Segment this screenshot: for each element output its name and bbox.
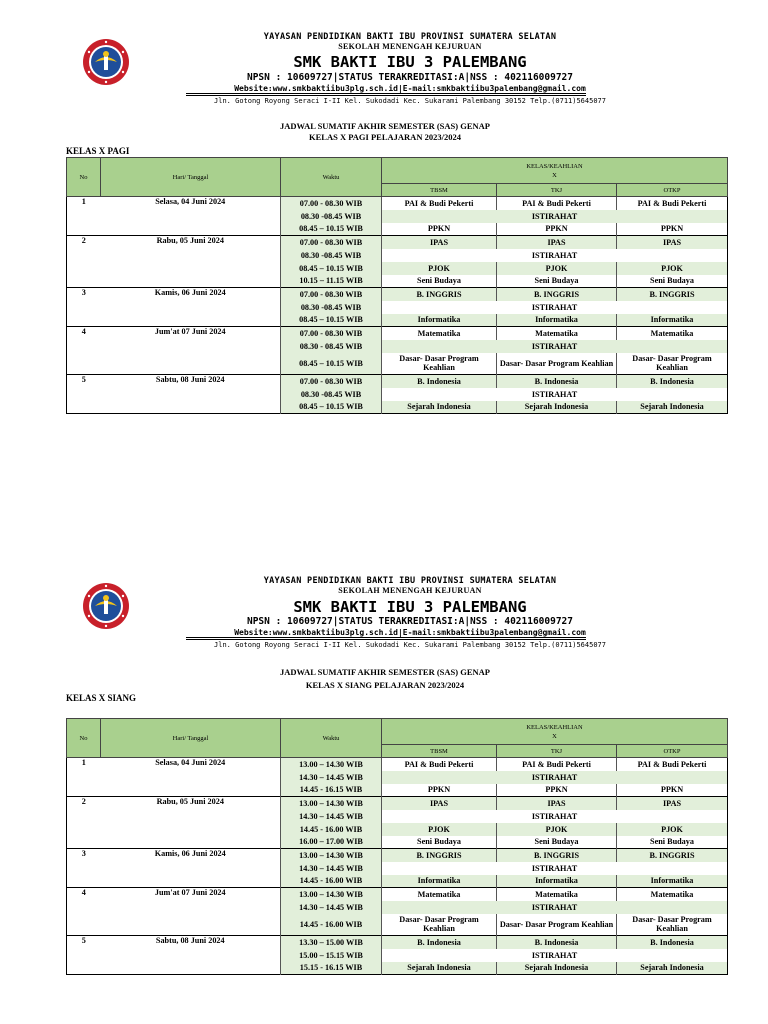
cell-tbsm: Dasar- Dasar Program Keahlian — [382, 914, 497, 936]
cell-time: 14.45 - 16.15 WIB — [281, 784, 382, 797]
cell-break: ISTIRAHAT — [382, 210, 728, 223]
cell-time: 14.45 - 16.00 WIB — [281, 875, 382, 888]
table-row — [67, 197, 728, 210]
school-crest-icon — [82, 582, 130, 630]
cell-tkj: PAI & Budi Pekerti — [497, 197, 617, 210]
cell-day — [101, 784, 281, 797]
cell-time: 08.45 – 10.15 WIB — [281, 353, 382, 375]
schedule-subtitle: KELAS X SIANG PELAJARAN 2023/2024 — [305, 680, 465, 690]
cell-tkj: IPAS — [497, 797, 617, 810]
cell-day — [101, 771, 281, 784]
schedule-table-pagi — [66, 157, 728, 414]
cell-day — [101, 810, 281, 823]
col-header-group-x: X — [552, 171, 557, 179]
cell-otkp: Matematika — [617, 888, 728, 901]
cell-day — [101, 275, 281, 288]
cell-tbsm: B. Indonesia — [382, 375, 497, 388]
cell-day — [101, 962, 281, 975]
table-row — [67, 262, 728, 275]
cell-no — [67, 862, 101, 875]
col-header-group — [382, 719, 728, 745]
divider — [186, 93, 586, 96]
col-header-tbsm: TBSM — [382, 184, 497, 197]
cell-day — [101, 223, 281, 236]
cell-time: 14.30 – 14.45 WIB — [281, 771, 382, 784]
cell-day: Selasa, 04 Juni 2024 — [101, 197, 281, 210]
cell-no — [67, 353, 101, 375]
cell-time: 13.00 – 14.30 WIB — [281, 758, 382, 771]
cell-tkj: Seni Budaya — [497, 836, 617, 849]
cell-tkj: Sejarah Indonesia — [497, 962, 617, 975]
cell-tbsm: PJOK — [382, 262, 497, 275]
col-header-time: Waktu — [281, 719, 382, 758]
col-header-group — [382, 158, 728, 184]
cell-day — [101, 875, 281, 888]
cell-no — [67, 901, 101, 914]
cell-otkp: PAI & Budi Pekerti — [617, 197, 728, 210]
cell-no: 1 — [67, 197, 101, 210]
cell-otkp: PPKN — [617, 784, 728, 797]
cell-day: Jum'at 07 Juni 2024 — [101, 888, 281, 901]
table-row — [67, 936, 728, 949]
cell-tbsm: Matematika — [382, 888, 497, 901]
cell-no: 2 — [67, 236, 101, 249]
cell-break: ISTIRAHAT — [382, 771, 728, 784]
cell-time: 07.00 - 08.30 WIB — [281, 197, 382, 210]
cell-day — [101, 914, 281, 936]
cell-no — [67, 340, 101, 353]
table-row — [67, 914, 728, 936]
cell-no: 1 — [67, 758, 101, 771]
address-line: Jln. Gotong Royong Seraci I-II Kel. Sukodadi Kec. Sukarami Palembang 30152 Telp.(0711)5645077 — [214, 97, 606, 105]
cell-day: Selasa, 04 Juni 2024 — [101, 758, 281, 771]
cell-tbsm: Seni Budaya — [382, 836, 497, 849]
cell-day: Sabtu, 08 Juni 2024 — [101, 375, 281, 388]
table-row — [67, 388, 728, 401]
cell-no — [67, 810, 101, 823]
table-row — [67, 275, 728, 288]
cell-time: 08.45 – 10.15 WIB — [281, 223, 382, 236]
cell-otkp: PAI & Budi Pekerti — [617, 758, 728, 771]
cell-tbsm: PPKN — [382, 784, 497, 797]
cell-tbsm: Matematika — [382, 327, 497, 340]
website-email-line: Website:www.smkbaktiibu3plg.sch.id|E-mail:smkbaktiibu3palembang@gmail.com — [234, 628, 586, 637]
cell-tkj: Informatika — [497, 875, 617, 888]
cell-no — [67, 836, 101, 849]
col-header-tkj: TKJ — [497, 745, 617, 758]
cell-time: 07.00 - 08.30 WIB — [281, 375, 382, 388]
cell-no: 2 — [67, 797, 101, 810]
cell-tbsm: Dasar- Dasar Program Keahlian — [382, 353, 497, 375]
cell-time: 07.00 - 08.30 WIB — [281, 327, 382, 340]
table-row — [67, 823, 728, 836]
cell-otkp: B. Indonesia — [617, 375, 728, 388]
cell-no — [67, 875, 101, 888]
table-row — [67, 375, 728, 388]
cell-otkp: Sejarah Indonesia — [617, 962, 728, 975]
foundation-name: YAYASAN PENDIDIKAN BAKTI IBU PROVINSI SUMATERA SELATAN — [263, 576, 557, 586]
table-row — [67, 771, 728, 784]
schedule-subtitle: KELAS X PAGI PELAJARAN 2023/2024 — [309, 132, 461, 142]
table-row — [67, 353, 728, 375]
cell-no — [67, 249, 101, 262]
cell-time: 14.30 – 14.45 WIB — [281, 810, 382, 823]
table-row — [67, 223, 728, 236]
cell-otkp: PPKN — [617, 223, 728, 236]
school-type: SEKOLAH MENENGAH KEJURUAN — [338, 586, 482, 595]
col-header-group-label: KELAS/KEAHLIAN — [526, 162, 583, 170]
cell-time: 13.00 – 14.30 WIB — [281, 888, 382, 901]
cell-no — [67, 401, 101, 414]
cell-tkj: PJOK — [497, 823, 617, 836]
cell-tbsm: IPAS — [382, 236, 497, 249]
school-crest-icon — [82, 38, 130, 86]
table-row — [67, 836, 728, 849]
cell-break: ISTIRAHAT — [382, 301, 728, 314]
website-email-line: Website:www.smkbaktiibu3plg.sch.id|E-mail:smkbaktiibu3palembang@gmail.com — [234, 84, 586, 93]
cell-time: 08.30 - 08.45 WIB — [281, 340, 382, 353]
cell-tkj: Informatika — [497, 314, 617, 327]
cell-otkp: B. INGGRIS — [617, 288, 728, 301]
cell-day: Kamis, 06 Juni 2024 — [101, 288, 281, 301]
col-header-otkp: OTKP — [617, 745, 728, 758]
cell-break: ISTIRAHAT — [382, 862, 728, 875]
table-row — [67, 901, 728, 914]
cell-no — [67, 784, 101, 797]
school-name: SMK BAKTI IBU 3 PALEMBANG — [293, 598, 527, 616]
table-row — [67, 797, 728, 810]
table-row — [67, 314, 728, 327]
cell-otkp: Seni Budaya — [617, 275, 728, 288]
cell-no — [67, 962, 101, 975]
table-row — [67, 249, 728, 262]
cell-tbsm: PAI & Budi Pekerti — [382, 758, 497, 771]
table-row — [67, 288, 728, 301]
table-row — [67, 949, 728, 962]
cell-no — [67, 301, 101, 314]
cell-break: ISTIRAHAT — [382, 949, 728, 962]
cell-time: 07.00 - 08.30 WIB — [281, 288, 382, 301]
col-header-group-x: X — [552, 732, 557, 740]
cell-time: 08.30 -08.45 WIB — [281, 301, 382, 314]
cell-day — [101, 823, 281, 836]
cell-otkp: Sejarah Indonesia — [617, 401, 728, 414]
cell-otkp: IPAS — [617, 236, 728, 249]
cell-tkj: B. Indonesia — [497, 936, 617, 949]
cell-break: ISTIRAHAT — [382, 388, 728, 401]
cell-no — [67, 262, 101, 275]
cell-time: 08.30 -08.45 WIB — [281, 249, 382, 262]
cell-day — [101, 401, 281, 414]
col-header-tkj: TKJ — [497, 184, 617, 197]
schedule-title: JADWAL SUMATIF AKHIR SEMESTER (SAS) GENAP — [280, 121, 490, 131]
cell-tkj: PPKN — [497, 784, 617, 797]
cell-break: ISTIRAHAT — [382, 810, 728, 823]
cell-tbsm: B. INGGRIS — [382, 849, 497, 862]
cell-no: 3 — [67, 849, 101, 862]
cell-day — [101, 836, 281, 849]
table-row — [67, 862, 728, 875]
cell-no: 3 — [67, 288, 101, 301]
col-header-day: Hari/ Tanggal — [101, 158, 281, 197]
cell-time: 08.30 -08.45 WIB — [281, 388, 382, 401]
cell-tbsm: Sejarah Indonesia — [382, 962, 497, 975]
cell-otkp: B. INGGRIS — [617, 849, 728, 862]
cell-tbsm: PAI & Budi Pekerti — [382, 197, 497, 210]
cell-otkp: B. Indonesia — [617, 936, 728, 949]
cell-time: 15.00 – 15.15 WIB — [281, 949, 382, 962]
cell-break: ISTIRAHAT — [382, 340, 728, 353]
cell-tkj: Dasar- Dasar Program Keahlian — [497, 914, 617, 936]
cell-no: 4 — [67, 888, 101, 901]
table-row — [67, 875, 728, 888]
npsn-line: NPSN : 10609727|STATUS TERAKREDITASI:A|NSS : 402116009727 — [246, 616, 573, 627]
cell-otkp: Matematika — [617, 327, 728, 340]
col-header-otkp: OTKP — [617, 184, 728, 197]
cell-otkp: Dasar- Dasar Program Keahlian — [617, 353, 728, 375]
cell-tbsm: Informatika — [382, 875, 497, 888]
cell-no — [67, 914, 101, 936]
cell-time: 13.00 – 14.30 WIB — [281, 849, 382, 862]
cell-tkj: B. INGGRIS — [497, 288, 617, 301]
cell-tbsm: PPKN — [382, 223, 497, 236]
cell-otkp: PJOK — [617, 823, 728, 836]
cell-day — [101, 340, 281, 353]
cell-no — [67, 823, 101, 836]
cell-tkj: IPAS — [497, 236, 617, 249]
cell-day — [101, 353, 281, 375]
table-row — [67, 327, 728, 340]
schedule-table-siang — [66, 718, 728, 975]
cell-day — [101, 862, 281, 875]
cell-tkj: B. INGGRIS — [497, 849, 617, 862]
table-row — [67, 340, 728, 353]
cell-tbsm: PJOK — [382, 823, 497, 836]
cell-day — [101, 301, 281, 314]
col-header-no: No — [67, 719, 101, 758]
cell-otkp: Seni Budaya — [617, 836, 728, 849]
cell-day: Sabtu, 08 Juni 2024 — [101, 936, 281, 949]
cell-tbsm: B. INGGRIS — [382, 288, 497, 301]
cell-time: 14.45 - 16.00 WIB — [281, 914, 382, 936]
cell-day: Kamis, 06 Juni 2024 — [101, 849, 281, 862]
cell-tkj: Dasar- Dasar Program Keahlian — [497, 353, 617, 375]
cell-no — [67, 949, 101, 962]
table-row — [67, 301, 728, 314]
cell-time: 14.30 – 14.45 WIB — [281, 901, 382, 914]
table-row — [67, 758, 728, 771]
class-label: KELAS X SIANG — [66, 693, 137, 703]
cell-time: 14.30 – 14.45 WIB — [281, 862, 382, 875]
cell-otkp: Informatika — [617, 875, 728, 888]
npsn-line: NPSN : 10609727|STATUS TERAKREDITASI:A|NSS : 402116009727 — [246, 72, 573, 83]
divider — [186, 637, 586, 640]
cell-no: 5 — [67, 936, 101, 949]
cell-tkj: PJOK — [497, 262, 617, 275]
cell-day — [101, 249, 281, 262]
cell-day — [101, 901, 281, 914]
cell-tbsm: Sejarah Indonesia — [382, 401, 497, 414]
cell-day — [101, 262, 281, 275]
cell-tbsm: Informatika — [382, 314, 497, 327]
table-row — [67, 849, 728, 862]
cell-no — [67, 275, 101, 288]
cell-otkp: IPAS — [617, 797, 728, 810]
cell-time: 10.15 – 11.15 WIB — [281, 275, 382, 288]
cell-time: 16.00 – 17.00 WIB — [281, 836, 382, 849]
col-header-day: Hari/ Tanggal — [101, 719, 281, 758]
cell-time: 14.45 - 16.00 WIB — [281, 823, 382, 836]
cell-tkj: Matematika — [497, 888, 617, 901]
cell-time: 15.15 - 16.15 WIB — [281, 962, 382, 975]
table-row — [67, 810, 728, 823]
cell-time: 13.00 – 14.30 WIB — [281, 797, 382, 810]
cell-day — [101, 314, 281, 327]
school-type: SEKOLAH MENENGAH KEJURUAN — [338, 42, 482, 51]
table-row — [67, 401, 728, 414]
cell-tbsm: B. Indonesia — [382, 936, 497, 949]
cell-day — [101, 388, 281, 401]
cell-day: Jum'at 07 Juni 2024 — [101, 327, 281, 340]
cell-otkp: Informatika — [617, 314, 728, 327]
class-label: KELAS X PAGI — [66, 146, 130, 156]
cell-time: 08.45 – 10.15 WIB — [281, 401, 382, 414]
address-line: Jln. Gotong Royong Seraci I-II Kel. Sukodadi Kec. Sukarami Palembang 30152 Telp.(0711)5645077 — [214, 641, 606, 649]
cell-time: 08.45 – 10.15 WIB — [281, 262, 382, 275]
cell-no — [67, 388, 101, 401]
table-row — [67, 210, 728, 223]
cell-day — [101, 210, 281, 223]
cell-day — [101, 949, 281, 962]
cell-day: Rabu, 05 Juni 2024 — [101, 797, 281, 810]
schedule-title: JADWAL SUMATIF AKHIR SEMESTER (SAS) GENAP — [280, 667, 490, 677]
cell-otkp: Dasar- Dasar Program Keahlian — [617, 914, 728, 936]
cell-day: Rabu, 05 Juni 2024 — [101, 236, 281, 249]
table-row — [67, 888, 728, 901]
cell-time: 07.00 - 08.30 WIB — [281, 236, 382, 249]
cell-no: 4 — [67, 327, 101, 340]
foundation-name: YAYASAN PENDIDIKAN BAKTI IBU PROVINSI SUMATERA SELATAN — [263, 32, 557, 42]
cell-tkj: Seni Budaya — [497, 275, 617, 288]
cell-time: 13.30 – 15.00 WIB — [281, 936, 382, 949]
cell-otkp: PJOK — [617, 262, 728, 275]
cell-tkj: B. Indonesia — [497, 375, 617, 388]
cell-break: ISTIRAHAT — [382, 901, 728, 914]
cell-time: 08.45 – 10.15 WIB — [281, 314, 382, 327]
table-row — [67, 962, 728, 975]
col-header-tbsm: TBSM — [382, 745, 497, 758]
cell-tkj: PAI & Budi Pekerti — [497, 758, 617, 771]
cell-no: 5 — [67, 375, 101, 388]
cell-no — [67, 771, 101, 784]
cell-time: 08.30 -08.45 WIB — [281, 210, 382, 223]
cell-tkj: PPKN — [497, 223, 617, 236]
cell-no — [67, 210, 101, 223]
school-name: SMK BAKTI IBU 3 PALEMBANG — [293, 53, 527, 71]
cell-tbsm: Seni Budaya — [382, 275, 497, 288]
cell-break: ISTIRAHAT — [382, 249, 728, 262]
cell-tbsm: IPAS — [382, 797, 497, 810]
cell-no — [67, 223, 101, 236]
cell-no — [67, 314, 101, 327]
col-header-time: Waktu — [281, 158, 382, 197]
table-row — [67, 236, 728, 249]
cell-tkj: Sejarah Indonesia — [497, 401, 617, 414]
cell-tkj: Matematika — [497, 327, 617, 340]
col-header-no: No — [67, 158, 101, 197]
table-row — [67, 784, 728, 797]
col-header-group-label: KELAS/KEAHLIAN — [526, 723, 583, 731]
